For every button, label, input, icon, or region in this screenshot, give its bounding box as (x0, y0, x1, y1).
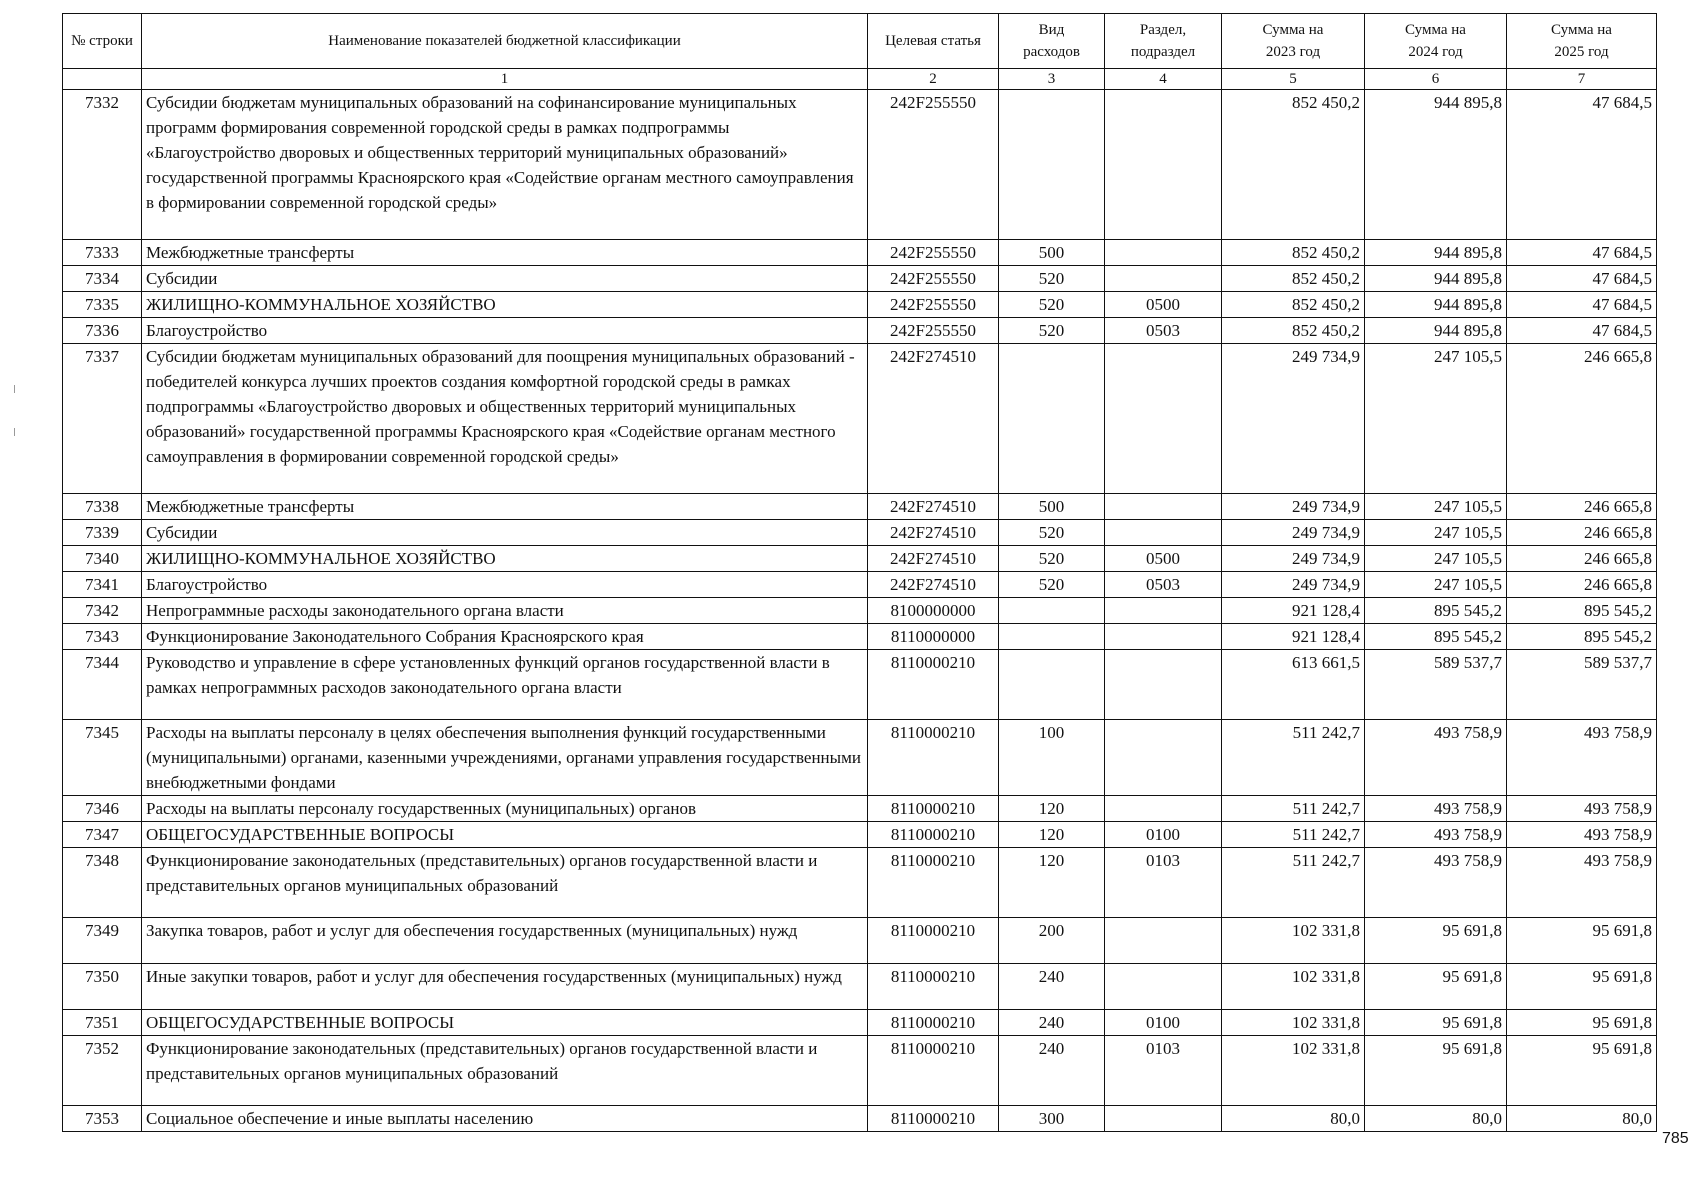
row-expense-type: 200 (999, 918, 1105, 964)
row-target-code: 242F274510 (868, 546, 999, 572)
column-number: 7 (1507, 69, 1657, 90)
row-sum-2024: 589 537,7 (1365, 650, 1507, 720)
row-target-code: 242F274510 (868, 520, 999, 546)
row-section (1105, 494, 1222, 520)
row-name: Расходы на выплаты персоналу государственных (муниципальных) органов (142, 796, 868, 822)
row-sum-2024: 95 691,8 (1365, 1010, 1507, 1036)
row-sum-2024: 944 895,8 (1365, 292, 1507, 318)
row-sum-2023: 511 242,7 (1222, 796, 1365, 822)
row-sum-2023: 511 242,7 (1222, 848, 1365, 918)
row-target-code: 242F255550 (868, 292, 999, 318)
row-sum-2023: 102 331,8 (1222, 1010, 1365, 1036)
row-number: 7334 (63, 266, 142, 292)
row-name: Функционирование законодательных (представительных) органов государственной власти и представительных органов муниципальных образований (142, 1036, 868, 1106)
row-name: Межбюджетные трансферты (142, 240, 868, 266)
row-sum-2023: 613 661,5 (1222, 650, 1365, 720)
row-sum-2023: 852 450,2 (1222, 266, 1365, 292)
row-sum-2025: 95 691,8 (1507, 918, 1657, 964)
row-number: 7350 (63, 964, 142, 1010)
row-name: Субсидии (142, 266, 868, 292)
row-sum-2025: 246 665,8 (1507, 572, 1657, 598)
row-sum-2024: 944 895,8 (1365, 240, 1507, 266)
row-sum-2024: 247 105,5 (1365, 546, 1507, 572)
row-sum-2025: 80,0 (1507, 1106, 1657, 1132)
table-row (63, 1010, 1657, 1036)
row-expense-type: 240 (999, 964, 1105, 1010)
row-expense-type: 240 (999, 1010, 1105, 1036)
table-body (63, 90, 1657, 1132)
row-sum-2025: 493 758,9 (1507, 720, 1657, 796)
row-target-code: 242F255550 (868, 266, 999, 292)
row-section (1105, 796, 1222, 822)
row-number: 7337 (63, 344, 142, 494)
table-row (63, 848, 1657, 918)
header-sum-2025: Сумма на 2025 год (1507, 14, 1657, 69)
column-number-row (63, 69, 1657, 90)
table-row (63, 546, 1657, 572)
column-number: 3 (999, 69, 1105, 90)
row-expense-type: 120 (999, 796, 1105, 822)
row-sum-2023: 249 734,9 (1222, 572, 1365, 598)
row-sum-2025: 47 684,5 (1507, 90, 1657, 240)
table-row (63, 650, 1657, 720)
table-row (63, 964, 1657, 1010)
row-expense-type (999, 624, 1105, 650)
row-target-code: 8110000210 (868, 650, 999, 720)
column-number: 1 (142, 69, 868, 90)
row-sum-2023: 249 734,9 (1222, 494, 1365, 520)
row-name: Иные закупки товаров, работ и услуг для обеспечения государственных (муниципальных) нужд (142, 964, 868, 1010)
row-sum-2024: 95 691,8 (1365, 964, 1507, 1010)
row-target-code: 242F274510 (868, 494, 999, 520)
row-number: 7347 (63, 822, 142, 848)
row-number: 7351 (63, 1010, 142, 1036)
row-number: 7353 (63, 1106, 142, 1132)
row-sum-2023: 249 734,9 (1222, 520, 1365, 546)
row-expense-type: 520 (999, 292, 1105, 318)
row-sum-2025: 493 758,9 (1507, 848, 1657, 918)
row-sum-2025: 47 684,5 (1507, 292, 1657, 318)
row-section: 0103 (1105, 1036, 1222, 1106)
scan-mark (14, 428, 15, 436)
row-sum-2024: 895 545,2 (1365, 624, 1507, 650)
table-row (63, 1036, 1657, 1106)
row-target-code: 242F274510 (868, 572, 999, 598)
row-sum-2024: 944 895,8 (1365, 90, 1507, 240)
row-target-code: 8110000210 (868, 1010, 999, 1036)
header-sum-2024: Сумма на 2024 год (1365, 14, 1507, 69)
row-sum-2025: 493 758,9 (1507, 796, 1657, 822)
row-sum-2025: 246 665,8 (1507, 546, 1657, 572)
row-sum-2024: 493 758,9 (1365, 720, 1507, 796)
row-name: Расходы на выплаты персоналу в целях обеспечения выполнения функций государственными (муниципальными) органами, казенными учреждениями, органами управления государственными внебюджетными фондами (142, 720, 868, 796)
row-section (1105, 720, 1222, 796)
row-name: Благоустройство (142, 318, 868, 344)
row-name: ЖИЛИЩНО-КОММУНАЛЬНОЕ ХОЗЯЙСТВО (142, 546, 868, 572)
table-row (63, 720, 1657, 796)
row-target-code: 8110000210 (868, 720, 999, 796)
row-sum-2023: 249 734,9 (1222, 546, 1365, 572)
row-name: Социальное обеспечение и иные выплаты населению (142, 1106, 868, 1132)
row-sum-2024: 95 691,8 (1365, 918, 1507, 964)
row-section: 0500 (1105, 546, 1222, 572)
row-section: 0100 (1105, 1010, 1222, 1036)
row-sum-2025: 47 684,5 (1507, 266, 1657, 292)
header-target: Целевая статья (868, 14, 999, 69)
row-sum-2024: 247 105,5 (1365, 344, 1507, 494)
row-number: 7341 (63, 572, 142, 598)
row-sum-2025: 895 545,2 (1507, 624, 1657, 650)
row-name: Закупка товаров, работ и услуг для обеспечения государственных (муниципальных) нужд (142, 918, 868, 964)
row-target-code: 8110000000 (868, 624, 999, 650)
row-number: 7344 (63, 650, 142, 720)
row-expense-type (999, 90, 1105, 240)
column-number: 6 (1365, 69, 1507, 90)
table-row (63, 598, 1657, 624)
row-target-code: 8110000210 (868, 964, 999, 1010)
row-sum-2025: 95 691,8 (1507, 1010, 1657, 1036)
table-row (63, 822, 1657, 848)
table-row (63, 520, 1657, 546)
row-sum-2023: 852 450,2 (1222, 240, 1365, 266)
row-section: 0503 (1105, 318, 1222, 344)
row-section (1105, 240, 1222, 266)
row-name: Благоустройство (142, 572, 868, 598)
row-number: 7336 (63, 318, 142, 344)
row-sum-2024: 95 691,8 (1365, 1036, 1507, 1106)
row-expense-type: 100 (999, 720, 1105, 796)
row-sum-2025: 95 691,8 (1507, 1036, 1657, 1106)
row-name: ЖИЛИЩНО-КОММУНАЛЬНОЕ ХОЗЯЙСТВО (142, 292, 868, 318)
column-number-blank (63, 69, 142, 90)
header-row (63, 14, 1657, 69)
column-number: 5 (1222, 69, 1365, 90)
row-number: 7333 (63, 240, 142, 266)
row-sum-2024: 80,0 (1365, 1106, 1507, 1132)
row-sum-2025: 246 665,8 (1507, 494, 1657, 520)
table-row (63, 240, 1657, 266)
row-sum-2024: 895 545,2 (1365, 598, 1507, 624)
row-name: ОБЩЕГОСУДАРСТВЕННЫЕ ВОПРОСЫ (142, 1010, 868, 1036)
row-expense-type: 120 (999, 822, 1105, 848)
row-sum-2023: 511 242,7 (1222, 720, 1365, 796)
row-number: 7343 (63, 624, 142, 650)
row-number: 7349 (63, 918, 142, 964)
row-sum-2023: 102 331,8 (1222, 964, 1365, 1010)
row-target-code: 8110000210 (868, 848, 999, 918)
row-section: 0103 (1105, 848, 1222, 918)
row-sum-2025: 47 684,5 (1507, 240, 1657, 266)
row-expense-type: 520 (999, 520, 1105, 546)
row-section (1105, 266, 1222, 292)
row-target-code: 8110000210 (868, 822, 999, 848)
row-expense-type: 520 (999, 546, 1105, 572)
column-number: 4 (1105, 69, 1222, 90)
row-section: 0100 (1105, 822, 1222, 848)
scan-mark (14, 385, 15, 393)
row-target-code: 242F274510 (868, 344, 999, 494)
row-expense-type (999, 598, 1105, 624)
row-expense-type: 520 (999, 318, 1105, 344)
header-row-no: № строки (63, 14, 142, 69)
row-name: Субсидии (142, 520, 868, 546)
header-sum-2023: Сумма на 2023 год (1222, 14, 1365, 69)
row-sum-2023: 102 331,8 (1222, 1036, 1365, 1106)
row-target-code: 8110000210 (868, 1106, 999, 1132)
row-sum-2023: 80,0 (1222, 1106, 1365, 1132)
row-number: 7342 (63, 598, 142, 624)
row-name: Субсидии бюджетам муниципальных образований для поощрения муниципальных образований - победителей конкурса лучших проектов создания комфортной городской среды в рамках подпрограммы «Благоустройство дворовых и общественных территорий муниципальных образований» государственной программы Красноярского края «Содействие органам местного самоуправления в формировании современной городской среды» (142, 344, 868, 494)
row-section (1105, 650, 1222, 720)
row-sum-2023: 102 331,8 (1222, 918, 1365, 964)
table-row (63, 344, 1657, 494)
row-name: Функционирование Законодательного Собрания Красноярского края (142, 624, 868, 650)
row-section: 0500 (1105, 292, 1222, 318)
row-sum-2023: 921 128,4 (1222, 598, 1365, 624)
table-row (63, 266, 1657, 292)
row-expense-type: 500 (999, 240, 1105, 266)
row-section (1105, 1106, 1222, 1132)
row-expense-type (999, 344, 1105, 494)
row-section (1105, 918, 1222, 964)
row-sum-2023: 249 734,9 (1222, 344, 1365, 494)
table-row (63, 624, 1657, 650)
row-sum-2025: 246 665,8 (1507, 520, 1657, 546)
row-target-code: 242F255550 (868, 240, 999, 266)
row-sum-2023: 921 128,4 (1222, 624, 1365, 650)
row-section (1105, 624, 1222, 650)
row-sum-2025: 493 758,9 (1507, 822, 1657, 848)
row-expense-type: 500 (999, 494, 1105, 520)
row-number: 7348 (63, 848, 142, 918)
row-target-code: 8110000210 (868, 918, 999, 964)
page-number: 785 (1662, 1130, 1689, 1147)
row-number: 7339 (63, 520, 142, 546)
row-expense-type: 520 (999, 572, 1105, 598)
row-name: ОБЩЕГОСУДАРСТВЕННЫЕ ВОПРОСЫ (142, 822, 868, 848)
row-sum-2025: 589 537,7 (1507, 650, 1657, 720)
row-sum-2024: 247 105,5 (1365, 572, 1507, 598)
row-target-code: 242F255550 (868, 90, 999, 240)
row-target-code: 8100000000 (868, 598, 999, 624)
row-sum-2025: 95 691,8 (1507, 964, 1657, 1010)
row-expense-type (999, 650, 1105, 720)
row-sum-2023: 852 450,2 (1222, 90, 1365, 240)
row-number: 7340 (63, 546, 142, 572)
row-sum-2025: 895 545,2 (1507, 598, 1657, 624)
budget-sheet (62, 13, 1656, 1132)
row-sum-2023: 852 450,2 (1222, 292, 1365, 318)
row-section (1105, 964, 1222, 1010)
row-number: 7345 (63, 720, 142, 796)
row-number: 7338 (63, 494, 142, 520)
row-expense-type: 240 (999, 1036, 1105, 1106)
header-razd: Раздел, подраздел (1105, 14, 1222, 69)
row-number: 7346 (63, 796, 142, 822)
row-sum-2024: 247 105,5 (1365, 494, 1507, 520)
row-expense-type: 300 (999, 1106, 1105, 1132)
row-sum-2024: 944 895,8 (1365, 318, 1507, 344)
column-number: 2 (868, 69, 999, 90)
budget-table (62, 13, 1657, 1132)
table-row (63, 318, 1657, 344)
row-sum-2024: 493 758,9 (1365, 822, 1507, 848)
row-number: 7332 (63, 90, 142, 240)
row-number: 7335 (63, 292, 142, 318)
row-section (1105, 520, 1222, 546)
table-row (63, 90, 1657, 240)
row-section: 0503 (1105, 572, 1222, 598)
table-row (63, 292, 1657, 318)
table-row (63, 494, 1657, 520)
row-target-code: 8110000210 (868, 1036, 999, 1106)
row-sum-2024: 493 758,9 (1365, 848, 1507, 918)
row-sum-2024: 247 105,5 (1365, 520, 1507, 546)
table-row (63, 1106, 1657, 1132)
table-row (63, 796, 1657, 822)
row-expense-type: 520 (999, 266, 1105, 292)
header-name: Наименование показателей бюджетной классификации (142, 14, 868, 69)
row-sum-2024: 493 758,9 (1365, 796, 1507, 822)
row-section (1105, 344, 1222, 494)
row-sum-2023: 852 450,2 (1222, 318, 1365, 344)
row-sum-2025: 246 665,8 (1507, 344, 1657, 494)
row-target-code: 8110000210 (868, 796, 999, 822)
row-expense-type: 120 (999, 848, 1105, 918)
row-section (1105, 90, 1222, 240)
row-section (1105, 598, 1222, 624)
row-name: Руководство и управление в сфере установленных функций органов государственной власти в рамках непрограммных расходов законодательного органа власти (142, 650, 868, 720)
row-sum-2024: 944 895,8 (1365, 266, 1507, 292)
header-vid: Вид расходов (999, 14, 1105, 69)
row-name: Субсидии бюджетам муниципальных образований на софинансирование муниципальных программ формирования современной городской среды в рамках подпрограммы «Благоустройство дворовых и общественных территорий муниципальных образований» государственной программы Красноярского края «Содействие органам местного самоуправления в формировании современной городской среды» (142, 90, 868, 240)
row-name: Функционирование законодательных (представительных) органов государственной власти и представительных органов муниципальных образований (142, 848, 868, 918)
row-number: 7352 (63, 1036, 142, 1106)
row-name: Непрограммные расходы законодательного органа власти (142, 598, 868, 624)
row-target-code: 242F255550 (868, 318, 999, 344)
table-row (63, 918, 1657, 964)
row-name: Межбюджетные трансферты (142, 494, 868, 520)
table-row (63, 572, 1657, 598)
row-sum-2023: 511 242,7 (1222, 822, 1365, 848)
row-sum-2025: 47 684,5 (1507, 318, 1657, 344)
